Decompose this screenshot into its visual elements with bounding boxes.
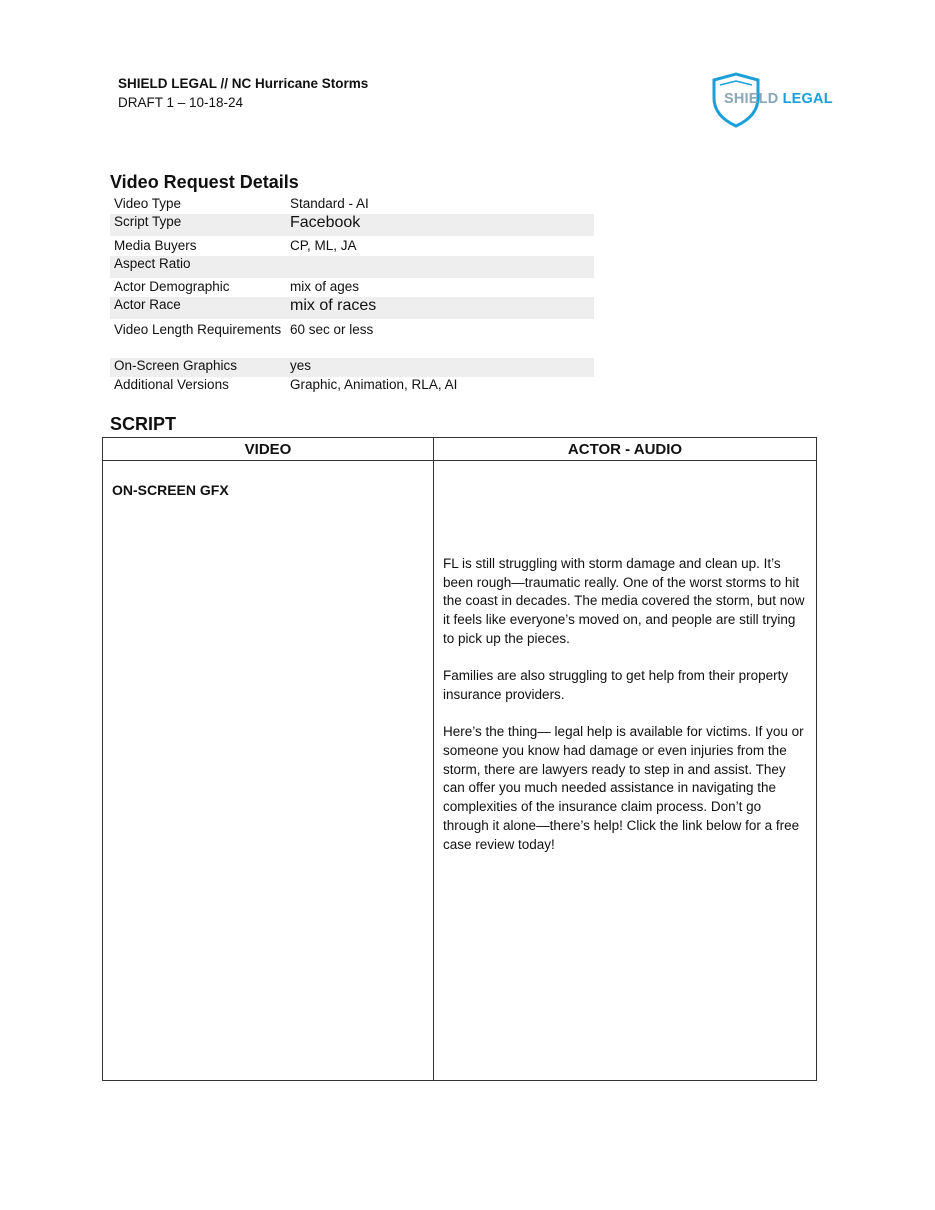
detail-row — [110, 297, 594, 319]
detail-label: Aspect Ratio — [114, 256, 191, 271]
detail-row — [110, 196, 594, 214]
details-table — [110, 196, 594, 395]
detail-row — [110, 214, 594, 236]
detail-label: On-Screen Graphics — [114, 358, 238, 373]
detail-row — [110, 236, 594, 256]
detail-label: Actor Demographic — [114, 279, 230, 294]
detail-label: Actor Race — [114, 297, 181, 312]
detail-row — [110, 256, 594, 278]
detail-value: 60 sec or less — [290, 322, 374, 337]
detail-label: Script Type — [114, 214, 182, 229]
detail-row — [110, 358, 594, 377]
column-header-video: VIDEO — [103, 438, 434, 461]
onscreen-gfx-label: ON-SCREEN GFX — [112, 482, 229, 498]
draft-label: DRAFT 1 – 10-18-24 — [118, 95, 244, 110]
detail-value: mix of races — [290, 297, 377, 314]
logo-word-shield: SHIELD — [724, 91, 779, 107]
audio-paragraph: Families are also struggling to get help from their property insurance providers. — [443, 668, 789, 702]
detail-label: Video Length Requirements — [114, 322, 282, 337]
audio-paragraph: Here’s the thing— legal help is available for victims. If you or someone you know had damage or even injuries from the storm, there are lawyers ready to step in and assist. They can offer you much needed assistance in navigating the complexities of the insurance claim process. Don’t go through it alone—there’s help! Click the link below for a free case review today! — [443, 724, 804, 852]
column-header-audio: ACTOR - AUDIO — [434, 438, 817, 461]
detail-row — [110, 278, 594, 297]
video-cell — [103, 461, 434, 1081]
detail-value: mix of ages — [290, 279, 360, 294]
audio-paragraph: FL is still struggling with storm damage and clean up. It’s been rough—traumatic really. One of the worst storms to hit the coast in decades. The media covered the storm, but now it feels like everyone’s moved on, and people are still trying to pick up the pieces. — [443, 556, 805, 646]
detail-value: Standard - AI — [290, 196, 369, 211]
document-title: SHIELD LEGAL // NC Hurricane Storms — [118, 76, 369, 91]
document-header — [118, 74, 368, 112]
detail-row — [110, 319, 594, 357]
detail-value: Facebook — [290, 214, 361, 231]
detail-row — [110, 377, 594, 395]
detail-value — [290, 256, 594, 278]
details-heading: Video Request Details — [110, 172, 299, 192]
detail-value: Graphic, Animation, RLA, AI — [290, 377, 458, 392]
detail-value: CP, ML, JA — [290, 238, 357, 253]
detail-label: Video Type — [114, 196, 182, 211]
audio-cell — [434, 461, 817, 1081]
detail-label: Media Buyers — [114, 238, 197, 253]
detail-value: yes — [290, 358, 312, 373]
logo-wordmark — [724, 91, 833, 107]
detail-label: Additional Versions — [114, 377, 229, 392]
logo-word-legal: LEGAL — [782, 91, 833, 107]
script-table — [102, 437, 817, 1081]
script-heading: SCRIPT — [110, 414, 177, 434]
